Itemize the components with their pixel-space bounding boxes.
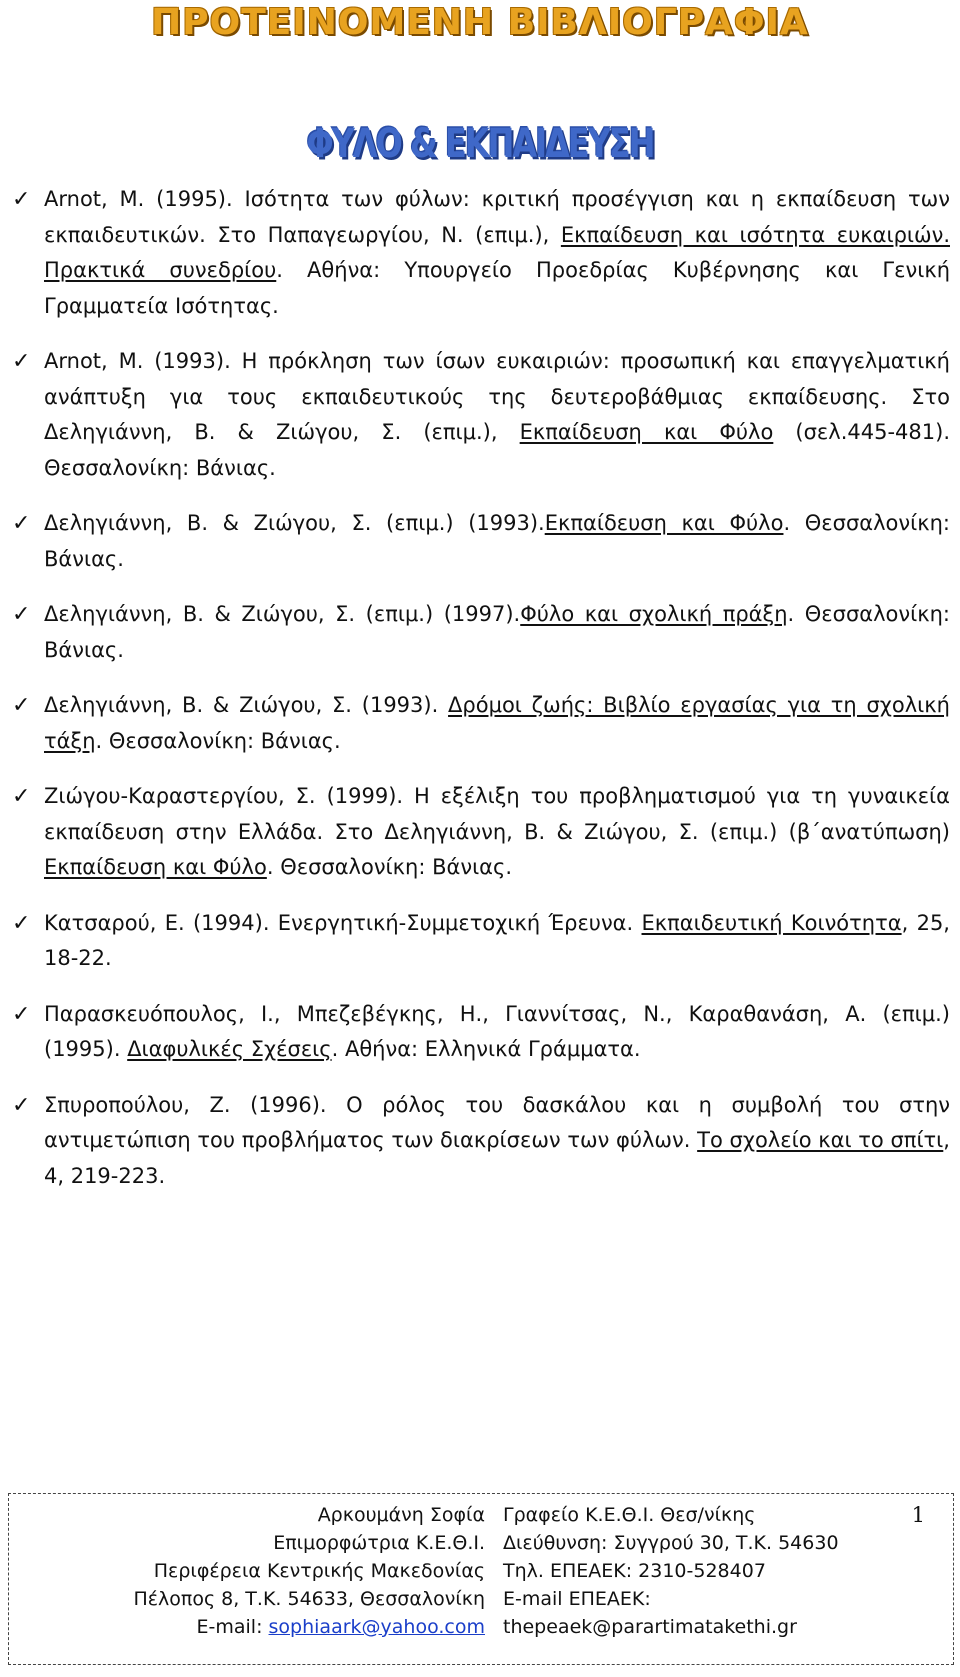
author-email-link[interactable]: sophiaark@yahoo.com bbox=[268, 1616, 485, 1638]
office-email: thepeaek@parartimatakethi.gr bbox=[503, 1616, 797, 1638]
checkmark-icon: ✓ bbox=[12, 784, 31, 809]
author-region: Περιφέρεια Κεντρικής Μακεδονίας bbox=[153, 1560, 485, 1582]
entry-text: . Αθήνα: Υπουργείο Προεδρίας Κυβέρνησης και Γενική Γραμματεία Ισότητας. bbox=[44, 258, 951, 318]
list-item bbox=[12, 1088, 950, 1195]
list-item bbox=[12, 997, 950, 1068]
checkmark-icon: ✓ bbox=[12, 693, 31, 718]
entry-text: , 4, 219-223. bbox=[44, 1128, 950, 1188]
checkmark-icon: ✓ bbox=[12, 349, 31, 374]
checkmark-icon: ✓ bbox=[12, 1092, 31, 1118]
checkmark-icon: ✓ bbox=[12, 187, 31, 212]
checkmark-icon: ✓ bbox=[12, 511, 31, 536]
entry-text: Παρασκευόπουλος, Ι., Μπεζεβέγκης, Η., Γιαννίτσας, Ν., Καραθανάση, Α. (επιμ.) (1995). bbox=[44, 1001, 950, 1061]
entry-title: Δρόμοι ζωής: Βιβλίο εργασίας για τη σχολική τάξη bbox=[44, 693, 950, 753]
entry-title: Εκπαίδευση και ισότητα ευκαιριών. Πρακτικά συνεδρίου bbox=[44, 222, 950, 282]
entry-text: Arnot, M. (1993). Η πρόκληση των ίσων ευκαιριών: προσωπική και επαγγελματική ανάπτυξη για τους εκπαιδευτικούς της δευτεροβάθμιας εκπαίδευσης. Στο Δεληγιάννη, Β. & Ζιώγου, Σ. (επιμ.), bbox=[44, 349, 950, 444]
author-name: Αρκουμάνη Σοφία bbox=[317, 1504, 485, 1526]
checkmark-icon: ✓ bbox=[12, 602, 31, 627]
entry-text: , 25, 18-22. bbox=[44, 910, 950, 970]
entry-text: Arnot, M. (1995). Ισότητα των φύλων: κριτική προσέγγιση και η εκπαίδευση των εκπαιδευτικών. Στο Παπαγεωργίου, Ν. (επιμ.), bbox=[44, 187, 950, 247]
footer-office-info bbox=[503, 1501, 883, 1641]
entry-text: Δεληγιάννη, Β. & Ζιώγου, Σ. (επιμ.) (1997). bbox=[44, 602, 521, 626]
entry-title: Εκπαίδευση και Φύλο bbox=[544, 511, 784, 535]
entry-text: Δεληγιάννη, Β. & Ζιώγου, Σ. (1993). bbox=[44, 693, 449, 717]
entry-text: Κατσαρού, Ε. (1994). Ενεργητική-Συμμετοχική Έρευνα. bbox=[44, 910, 642, 935]
office-address: Διεύθυνση: Συγγρού 30, Τ.Κ. 54630 bbox=[503, 1532, 839, 1554]
author-role: Επιμορφώτρια Κ.Ε.Θ.Ι. bbox=[273, 1532, 485, 1554]
entry-text: . Θεσσαλονίκη: Βάνιας. bbox=[44, 511, 950, 571]
section-subtitle: ΦΥΛΟ & ΕΚΠΑΙΔΕΥΣΗ bbox=[306, 119, 654, 167]
entry-text: (σελ.445-481). Θεσσαλονίκη: Βάνιας. bbox=[44, 420, 950, 480]
office-phone: Τηλ. ΕΠΕΑΕΚ: 2310-528407 bbox=[503, 1560, 766, 1582]
entry-title: Φύλο και σχολική πράξη bbox=[520, 602, 788, 626]
entry-title: Το σχολείο και το σπίτι bbox=[697, 1128, 944, 1152]
list-item bbox=[12, 182, 950, 324]
entry-title: Εκπαίδευση και Φύλο bbox=[519, 420, 774, 444]
page-number: 1 bbox=[911, 1503, 925, 1527]
email-label: E-mail: bbox=[196, 1616, 269, 1638]
office-name: Γραφείο Κ.Ε.Θ.Ι. Θεσ/νίκης bbox=[503, 1504, 756, 1526]
checkmark-icon: ✓ bbox=[12, 1001, 31, 1027]
entry-text: Δεληγιάννη, Β. & Ζιώγου, Σ. (επιμ.) (1993). bbox=[44, 511, 545, 535]
entry-title: Εκπαιδευτική Κοινότητα bbox=[641, 910, 902, 935]
page-title: ΠΡΟΤΕΙΝΟΜΕΝΗ ΒΙΒΛΙΟΓΡΑΦΙΑ bbox=[151, 2, 809, 43]
footer-box bbox=[8, 1493, 954, 1665]
entry-text: . Θεσσαλονίκη: Βάνιας. bbox=[266, 855, 513, 879]
entry-title: Διαφυλικές Σχέσεις bbox=[127, 1037, 332, 1061]
entry-text: Ζιώγου-Καραστεργίου, Σ. (1999). Η εξέλιξη του προβληματισμού για τη γυναικεία εκπαίδευση στην Ελλάδα. Στο Δεληγιάννη, Β. & Ζιώγου, Σ. (επιμ.) (β΄ανατύπωση) bbox=[44, 784, 950, 844]
list-item bbox=[12, 506, 950, 577]
office-email-label: E-mail ΕΠΕΑΕΚ: bbox=[503, 1588, 651, 1610]
list-item bbox=[12, 688, 950, 759]
author-address: Πέλοπος 8, Τ.Κ. 54633, Θεσσαλονίκη bbox=[133, 1588, 485, 1610]
footer-author-info bbox=[15, 1501, 485, 1641]
list-item bbox=[12, 344, 950, 486]
entry-text: Σπυροπούλου, Ζ. (1996). Ο ρόλος του δασκάλου και η συμβολή του στην αντιμετώπιση του προβλήματος των διακρίσεων των φύλων. bbox=[44, 1092, 950, 1152]
entry-text: . Θεσσαλονίκη: Βάνιας. bbox=[95, 728, 341, 753]
list-item bbox=[12, 906, 950, 977]
entry-title: Εκπαίδευση και Φύλο bbox=[44, 855, 267, 879]
list-item bbox=[12, 779, 950, 886]
checkmark-icon: ✓ bbox=[12, 910, 31, 936]
entry-text: . Θεσσαλονίκη: Βάνιας. bbox=[44, 602, 950, 662]
bibliography-list bbox=[12, 182, 950, 1214]
list-item bbox=[12, 597, 950, 668]
author-email-line bbox=[15, 1613, 485, 1641]
entry-text: . Αθήνα: Ελληνικά Γράμματα. bbox=[331, 1037, 641, 1061]
